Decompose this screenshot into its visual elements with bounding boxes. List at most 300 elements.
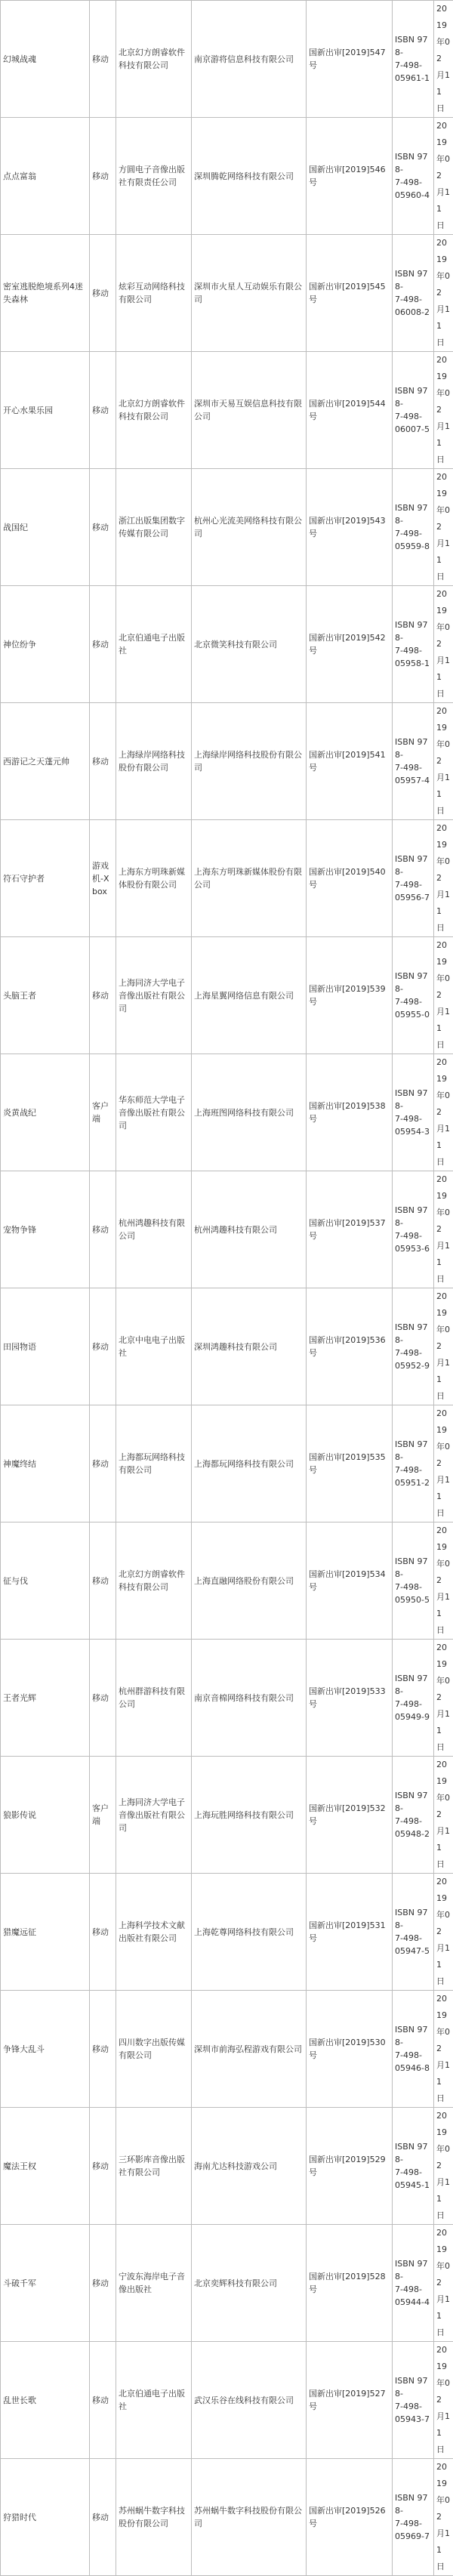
date-line: 日 <box>436 686 451 702</box>
date-line: 年02 <box>436 1322 451 1355</box>
date-line: 2019 <box>436 1640 451 1673</box>
platform-cell: 移动 <box>90 2225 116 2342</box>
date-line: 2019 <box>436 2225 451 2258</box>
isbn-line: 7-498- <box>395 1815 431 1828</box>
table-row <box>1 820 453 937</box>
operator-cell: 上海玩胜网络科技有限公司 <box>192 1757 307 1874</box>
isbn-line: ISBN 978- <box>395 970 431 995</box>
publisher-cell: 上海同济大学电子音像出版社有限公司 <box>116 1757 192 1874</box>
date-line: 日 <box>436 2325 451 2341</box>
date-cell <box>434 1171 453 1288</box>
table-row <box>1 1171 453 1288</box>
game-name-cell: 狩猎时代 <box>1 2459 90 2576</box>
isbn-line: 05961-1 <box>395 72 431 85</box>
isbn-line: 7-498- <box>395 527 431 540</box>
approval-number-cell: 国新出审[2019]534号 <box>307 1522 393 1640</box>
game-name-cell: 密室逃脱绝境系列4迷失森林 <box>1 235 90 352</box>
operator-cell: 武汉乐谷在线科技有限公司 <box>192 2342 307 2459</box>
date-line: 2019 <box>436 118 451 151</box>
isbn-line: ISBN 978- <box>395 1906 431 1932</box>
platform-cell: 移动 <box>90 1991 116 2108</box>
isbn-line: 05969-7 <box>395 2530 431 2543</box>
date-line: 月11 <box>436 1121 451 1154</box>
isbn-line: ISBN 978- <box>395 1204 431 1229</box>
isbn-cell <box>393 352 434 469</box>
table-row <box>1 703 453 820</box>
isbn-line: 06007-5 <box>395 423 431 436</box>
table-row <box>1 2342 453 2459</box>
isbn-line: 7-498- <box>395 1698 431 1711</box>
date-line: 月11 <box>436 1472 451 1505</box>
operator-cell: 北京奕辉科技有限公司 <box>192 2225 307 2342</box>
date-cell <box>434 2342 453 2459</box>
isbn-cell <box>393 469 434 586</box>
isbn-cell <box>393 1054 434 1171</box>
date-line: 月11 <box>436 2057 451 2090</box>
platform-cell: 客户端 <box>90 1054 116 1171</box>
date-cell <box>434 1991 453 2108</box>
table-row <box>1 1640 453 1757</box>
platform-cell: 移动 <box>90 586 116 703</box>
isbn-line: 05943-7 <box>395 2413 431 2426</box>
operator-cell: 南京游将信息科技有限公司 <box>192 1 307 118</box>
date-cell <box>434 2108 453 2225</box>
publisher-cell: 上海东方明珠新媒体股份有限公司 <box>116 820 192 937</box>
table-row <box>1 1522 453 1640</box>
operator-cell: 南京音棉网络科技有限公司 <box>192 1640 307 1757</box>
date-line: 月11 <box>436 1355 451 1388</box>
table-row <box>1 1991 453 2108</box>
publisher-cell: 苏州蜗牛数字科技股份有限公司 <box>116 2459 192 2576</box>
game-name-cell: 争锋大乱斗 <box>1 1991 90 2108</box>
isbn-line: ISBN 978- <box>395 2140 431 2166</box>
operator-cell: 杭州鸿趣科技有限公司 <box>192 1171 307 1288</box>
date-line: 年02 <box>436 1556 451 1589</box>
table-row <box>1 2459 453 2576</box>
isbn-line: 7-498- <box>395 1347 431 1359</box>
isbn-cell <box>393 1991 434 2108</box>
date-line: 日 <box>436 1622 451 1639</box>
date-line: 日 <box>436 1739 451 1756</box>
isbn-cell <box>393 1874 434 1991</box>
isbn-line: ISBN 978- <box>395 1321 431 1347</box>
isbn-cell <box>393 1522 434 1640</box>
approval-number-cell: 国新出审[2019]544号 <box>307 352 393 469</box>
date-line: 2019 <box>436 1288 451 1322</box>
date-line: 2019 <box>436 1 451 34</box>
game-name-cell: 幻城战魂 <box>1 1 90 118</box>
isbn-line: 05950-5 <box>395 1593 431 1606</box>
isbn-line: 05958-1 <box>395 657 431 670</box>
approval-number-cell: 国新出审[2019]542号 <box>307 586 393 703</box>
approval-number-cell: 国新出审[2019]529号 <box>307 2108 393 2225</box>
platform-cell: 移动 <box>90 352 116 469</box>
table-row <box>1 1757 453 1874</box>
date-line: 年02 <box>436 268 451 301</box>
publisher-cell: 浙江出版集团数字传媒有限公司 <box>116 469 192 586</box>
date-line: 月11 <box>436 2174 451 2207</box>
table-row <box>1 2225 453 2342</box>
date-line: 日 <box>436 1505 451 1522</box>
game-name-cell: 猎魔远征 <box>1 1874 90 1991</box>
platform-cell: 移动 <box>90 2342 116 2459</box>
isbn-line: 7-498- <box>395 59 431 72</box>
isbn-line: 05946-8 <box>395 2062 431 2075</box>
table-row <box>1 937 453 1054</box>
date-line: 日 <box>436 100 451 117</box>
publisher-cell: 上海同济大学电子音像出版社有限公司 <box>116 937 192 1054</box>
game-name-cell: 乱世长歌 <box>1 2342 90 2459</box>
date-line: 日 <box>436 569 451 585</box>
date-line: 2019 <box>436 235 451 268</box>
publisher-cell: 杭州鸿趣科技有限公司 <box>116 1171 192 1288</box>
date-line: 月11 <box>436 184 451 217</box>
operator-cell: 深圳市天易互娱信息科技有限公司 <box>192 352 307 469</box>
platform-cell: 移动 <box>90 1171 116 1288</box>
approval-number-cell: 国新出审[2019]535号 <box>307 1405 393 1522</box>
table-row <box>1 118 453 235</box>
isbn-line: ISBN 978- <box>395 1087 431 1112</box>
platform-cell: 游戏机-Xbox <box>90 820 116 937</box>
date-line: 月11 <box>436 1238 451 1271</box>
isbn-line: 05955-0 <box>395 1008 431 1021</box>
date-line: 日 <box>436 2207 451 2224</box>
isbn-line: 05949-9 <box>395 1711 431 1723</box>
game-name-cell: 神位纷争 <box>1 586 90 703</box>
game-name-cell: 头脑王者 <box>1 937 90 1054</box>
date-cell <box>434 2459 453 2576</box>
publisher-cell: 杭州群游科技有限公司 <box>116 1640 192 1757</box>
table-row <box>1 352 453 469</box>
isbn-cell <box>393 703 434 820</box>
date-line: 月11 <box>436 1004 451 1037</box>
game-name-cell: 征与伐 <box>1 1522 90 1640</box>
isbn-line: 05956-7 <box>395 891 431 904</box>
isbn-line: 05953-6 <box>395 1242 431 1255</box>
game-name-cell: 狼影传说 <box>1 1757 90 1874</box>
date-line: 2019 <box>436 937 451 970</box>
game-name-cell: 符石守护者 <box>1 820 90 937</box>
isbn-cell <box>393 1171 434 1288</box>
isbn-line: ISBN 978- <box>395 736 431 761</box>
date-cell <box>434 1757 453 1874</box>
date-line: 2019 <box>436 2108 451 2141</box>
date-line: 2019 <box>436 703 451 736</box>
date-line: 日 <box>436 803 451 819</box>
platform-cell: 移动 <box>90 2108 116 2225</box>
publisher-cell: 北京幻方朗睿软件科技有限公司 <box>116 352 192 469</box>
isbn-line: 7-498- <box>395 410 431 423</box>
date-line: 2019 <box>436 1054 451 1087</box>
isbn-line: 05945-1 <box>395 2179 431 2192</box>
publisher-cell: 北京伯通电子出版社 <box>116 586 192 703</box>
date-cell <box>434 469 453 586</box>
isbn-line: 7-498- <box>395 1229 431 1242</box>
date-line: 年02 <box>436 151 451 184</box>
date-line: 年02 <box>436 1439 451 1472</box>
operator-cell: 深圳市前海弘程游戏有限公司 <box>192 1991 307 2108</box>
date-line: 2019 <box>436 352 451 385</box>
isbn-line: ISBN 978- <box>395 2491 431 2517</box>
publisher-cell: 北京幻方朗睿软件科技有限公司 <box>116 1 192 118</box>
date-cell <box>434 1 453 118</box>
publisher-cell: 北京幻方朗睿软件科技有限公司 <box>116 1522 192 1640</box>
date-line: 年02 <box>436 619 451 652</box>
isbn-line: 06008-2 <box>395 306 431 319</box>
publisher-cell: 上海都玩网络科技有限公司 <box>116 1405 192 1522</box>
game-name-cell: 宠物争锋 <box>1 1171 90 1288</box>
isbn-line: 7-498- <box>395 878 431 891</box>
isbn-cell <box>393 1 434 118</box>
table-row <box>1 469 453 586</box>
isbn-line: ISBN 978- <box>395 501 431 527</box>
operator-cell: 北京微笑科技有限公司 <box>192 586 307 703</box>
publisher-cell: 宁波东海岸电子音像出版社 <box>116 2225 192 2342</box>
isbn-line: ISBN 978- <box>395 853 431 878</box>
isbn-line: ISBN 978- <box>395 1789 431 1815</box>
date-line: 月11 <box>436 1940 451 1973</box>
game-name-cell: 魔法王权 <box>1 2108 90 2225</box>
approval-number-cell: 国新出审[2019]545号 <box>307 235 393 352</box>
date-line: 年02 <box>436 385 451 418</box>
isbn-cell <box>393 1640 434 1757</box>
approval-number-cell: 国新出审[2019]547号 <box>307 1 393 118</box>
date-cell <box>434 2225 453 2342</box>
date-line: 日 <box>436 452 451 468</box>
publisher-cell: 华东师范大学电子音像出版社有限公司 <box>116 1054 192 1171</box>
publisher-cell: 上海绿岸网络科技股份有限公司 <box>116 703 192 820</box>
date-line: 年02 <box>436 1205 451 1238</box>
approval-number-cell: 国新出审[2019]537号 <box>307 1171 393 1288</box>
operator-cell: 上海东方明珠新媒体股份有限公司 <box>192 820 307 937</box>
date-line: 年02 <box>436 1673 451 1706</box>
date-line: 2019 <box>436 1757 451 1790</box>
isbn-line: 7-498- <box>395 1464 431 1476</box>
isbn-line: 7-498- <box>395 995 431 1008</box>
date-line: 年02 <box>436 502 451 535</box>
isbn-line: ISBN 978- <box>395 2374 431 2400</box>
game-name-cell: 神魔终结 <box>1 1405 90 1522</box>
date-line: 2019 <box>436 469 451 502</box>
approval-number-cell: 国新出审[2019]536号 <box>307 1288 393 1405</box>
date-line: 月11 <box>436 887 451 920</box>
date-cell <box>434 1640 453 1757</box>
isbn-line: ISBN 978- <box>395 2257 431 2283</box>
publisher-cell: 上海科学技术文献出版社有限公司 <box>116 1874 192 1991</box>
isbn-line: ISBN 978- <box>395 267 431 293</box>
isbn-line: 05951-2 <box>395 1476 431 1489</box>
platform-cell: 移动 <box>90 1405 116 1522</box>
date-line: 2019 <box>436 820 451 853</box>
game-name-cell: 战国纪 <box>1 469 90 586</box>
operator-cell: 深圳鸿趣科技有限公司 <box>192 1288 307 1405</box>
publisher-cell: 北京中电电子出版社 <box>116 1288 192 1405</box>
date-line: 年02 <box>436 34 451 67</box>
date-line: 年02 <box>436 970 451 1004</box>
operator-cell: 深圳腾乾网络科技有限公司 <box>192 118 307 235</box>
date-cell <box>434 1288 453 1405</box>
table-row <box>1 586 453 703</box>
operator-cell: 上海乾尊网络科技有限公司 <box>192 1874 307 1991</box>
date-line: 年02 <box>436 1907 451 1940</box>
approval-number-cell: 国新出审[2019]533号 <box>307 1640 393 1757</box>
date-line: 月11 <box>436 770 451 803</box>
date-line: 年02 <box>436 853 451 887</box>
isbn-line: ISBN 978- <box>395 150 431 176</box>
date-line: 日 <box>436 2090 451 2107</box>
date-line: 2019 <box>436 1522 451 1556</box>
date-line: 日 <box>436 1271 451 1288</box>
date-cell <box>434 1522 453 1640</box>
game-name-cell: 西游记之天蓬元帅 <box>1 703 90 820</box>
isbn-line: 7-498- <box>395 2517 431 2530</box>
date-line: 月11 <box>436 652 451 686</box>
operator-cell: 上海直融网络股份有限公司 <box>192 1522 307 1640</box>
approval-number-cell: 国新出审[2019]538号 <box>307 1054 393 1171</box>
date-line: 年02 <box>436 2258 451 2291</box>
approval-number-cell: 国新出审[2019]527号 <box>307 2342 393 2459</box>
date-cell <box>434 235 453 352</box>
platform-cell: 移动 <box>90 2459 116 2576</box>
date-line: 日 <box>436 217 451 234</box>
date-cell <box>434 586 453 703</box>
platform-cell: 移动 <box>90 703 116 820</box>
operator-cell: 上海绿岸网络科技股份有限公司 <box>192 703 307 820</box>
approval-number-cell: 国新出审[2019]546号 <box>307 118 393 235</box>
platform-cell: 移动 <box>90 1522 116 1640</box>
operator-cell: 上海都玩网络科技有限公司 <box>192 1405 307 1522</box>
isbn-line: 7-498- <box>395 2049 431 2062</box>
isbn-line: 05960-4 <box>395 189 431 202</box>
approval-number-cell: 国新出审[2019]531号 <box>307 1874 393 1991</box>
isbn-line: 7-498- <box>395 1581 431 1593</box>
isbn-cell <box>393 1288 434 1405</box>
isbn-line: 7-498- <box>395 293 431 306</box>
table-row <box>1 1288 453 1405</box>
isbn-cell <box>393 2108 434 2225</box>
date-line: 年02 <box>436 1790 451 1823</box>
isbn-line: ISBN 978- <box>395 1438 431 1464</box>
date-line: 年02 <box>436 2141 451 2174</box>
isbn-line: 7-498- <box>395 2283 431 2296</box>
date-cell <box>434 352 453 469</box>
operator-cell: 苏州蜗牛数字科技股份有限公司 <box>192 2459 307 2576</box>
table-row <box>1 1 453 118</box>
date-line: 日 <box>436 1973 451 1990</box>
date-line: 月11 <box>436 2291 451 2325</box>
platform-cell: 移动 <box>90 1288 116 1405</box>
date-line: 年02 <box>436 1087 451 1121</box>
isbn-line: ISBN 978- <box>395 384 431 410</box>
isbn-cell <box>393 2459 434 2576</box>
date-line: 月11 <box>436 535 451 569</box>
date-line: 2019 <box>436 586 451 619</box>
publisher-cell: 北京伯通电子出版社 <box>116 2342 192 2459</box>
table-row <box>1 1874 453 1991</box>
platform-cell: 移动 <box>90 118 116 235</box>
operator-cell: 上海班图网络科技有限公司 <box>192 1054 307 1171</box>
date-line: 日 <box>436 1388 451 1405</box>
isbn-line: 7-498- <box>395 1932 431 1945</box>
isbn-line: ISBN 978- <box>395 2023 431 2049</box>
date-line: 月11 <box>436 1823 451 1856</box>
isbn-cell <box>393 1757 434 1874</box>
platform-cell: 移动 <box>90 235 116 352</box>
isbn-cell <box>393 937 434 1054</box>
isbn-line: 05954-3 <box>395 1125 431 1138</box>
isbn-line: 05959-8 <box>395 540 431 553</box>
date-cell <box>434 1054 453 1171</box>
publisher-cell: 三环影库音像出版社有限公司 <box>116 2108 192 2225</box>
platform-cell: 移动 <box>90 1874 116 1991</box>
isbn-cell <box>393 586 434 703</box>
isbn-line: 05944-4 <box>395 2296 431 2309</box>
isbn-line: ISBN 978- <box>395 33 431 59</box>
isbn-line: 05952-9 <box>395 1359 431 1372</box>
isbn-cell <box>393 235 434 352</box>
approval-number-cell: 国新出审[2019]541号 <box>307 703 393 820</box>
publisher-cell: 四川数字出版传媒有限公司 <box>116 1991 192 2108</box>
isbn-line: 7-498- <box>395 1112 431 1125</box>
isbn-cell <box>393 820 434 937</box>
publisher-cell: 方圆电子音像出版社有限责任公司 <box>116 118 192 235</box>
isbn-cell <box>393 2225 434 2342</box>
date-line: 日 <box>436 2559 451 2575</box>
date-line: 2019 <box>436 1991 451 2024</box>
date-line: 月11 <box>436 1706 451 1739</box>
table-row <box>1 235 453 352</box>
date-line: 2019 <box>436 1874 451 1907</box>
operator-cell: 深圳市火星人互动娱乐有限公司 <box>192 235 307 352</box>
approval-number-cell: 国新出审[2019]528号 <box>307 2225 393 2342</box>
isbn-line: 7-498- <box>395 176 431 189</box>
isbn-cell <box>393 118 434 235</box>
approval-number-cell: 国新出审[2019]539号 <box>307 937 393 1054</box>
game-name-cell: 田园物语 <box>1 1288 90 1405</box>
date-line: 2019 <box>436 2459 451 2492</box>
date-line: 日 <box>436 1154 451 1171</box>
platform-cell: 移动 <box>90 1 116 118</box>
date-line: 年02 <box>436 736 451 770</box>
isbn-cell <box>393 1405 434 1522</box>
date-line: 日 <box>436 1856 451 1873</box>
isbn-line: 05957-4 <box>395 774 431 787</box>
isbn-line: ISBN 978- <box>395 1672 431 1698</box>
date-line: 日 <box>436 335 451 351</box>
date-line: 月11 <box>436 301 451 335</box>
date-line: 月11 <box>436 1589 451 1622</box>
date-line: 年02 <box>436 2375 451 2408</box>
date-line: 月11 <box>436 2408 451 2442</box>
date-cell <box>434 937 453 1054</box>
platform-cell: 移动 <box>90 937 116 1054</box>
approval-number-cell: 国新出审[2019]532号 <box>307 1757 393 1874</box>
date-cell <box>434 820 453 937</box>
date-line: 月11 <box>436 418 451 452</box>
date-line: 2019 <box>436 2342 451 2375</box>
date-line: 日 <box>436 2442 451 2458</box>
approval-number-cell: 国新出审[2019]530号 <box>307 1991 393 2108</box>
isbn-line: ISBN 978- <box>395 619 431 644</box>
isbn-line: 7-498- <box>395 761 431 774</box>
isbn-line: 05947-5 <box>395 1945 431 1957</box>
table-row <box>1 1054 453 1171</box>
isbn-line: 7-498- <box>395 2166 431 2179</box>
game-name-cell: 开心水果乐园 <box>1 352 90 469</box>
date-line: 月11 <box>436 67 451 100</box>
game-name-cell: 点点富翁 <box>1 118 90 235</box>
platform-cell: 客户端 <box>90 1757 116 1874</box>
